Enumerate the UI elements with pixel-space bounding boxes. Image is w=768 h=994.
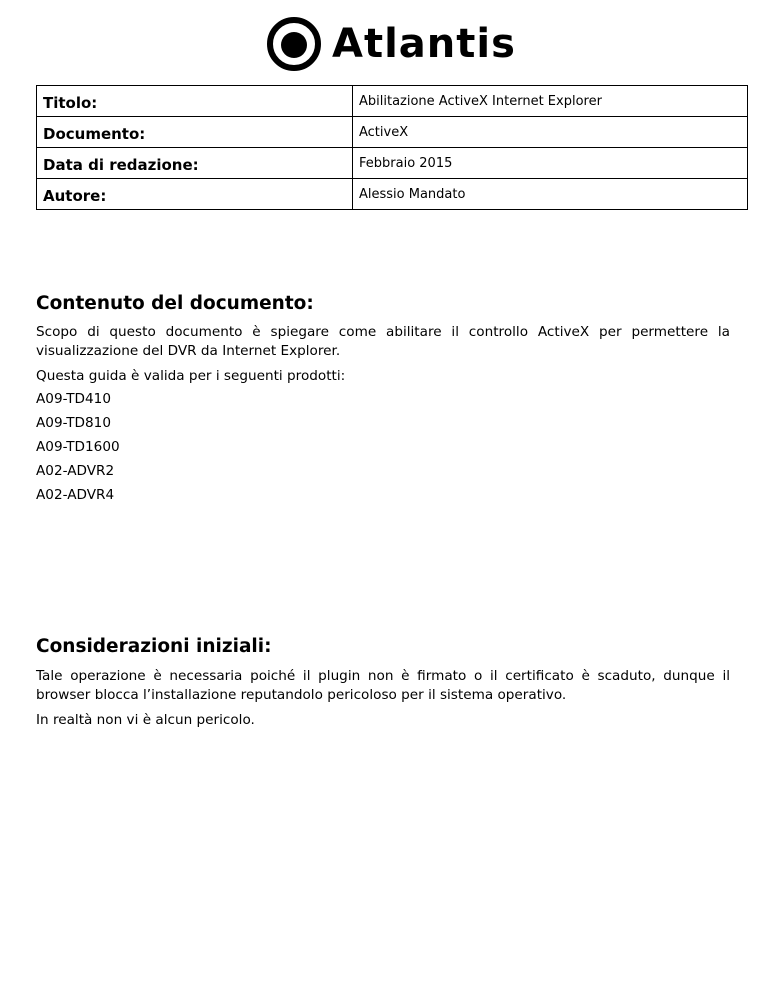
product-item: A09-TD810 <box>36 415 111 431</box>
product-item: A09-TD410 <box>36 391 111 407</box>
title-label: Titolo: <box>37 86 353 117</box>
atlantis-logo <box>264 16 516 72</box>
logo-text: Atlantis <box>332 21 516 67</box>
considerations-paragraph: Tale operazione è necessaria poiché il plugin non è firmato o il certificato è scaduto, dunque il browser blocca l’installazione reputandolo pericoloso per il sistema operativo. <box>36 668 730 703</box>
title-value: Abilitazione ActiveX Internet Explorer <box>353 86 748 117</box>
intro-paragraph: Scopo di questo documento è spiegare come abilitare il controllo ActiveX per permettere la visualizzazione del DVR da Internet Explorer. <box>36 324 730 359</box>
product-item: A09-TD1600 <box>36 439 120 455</box>
section-heading-considerations: Considerazioni iniziali: <box>36 636 272 657</box>
date-value: Febbraio 2015 <box>353 148 748 179</box>
table-row <box>37 148 748 179</box>
table-row <box>37 86 748 117</box>
products-intro: Questa guida è valida per i seguenti prodotti: <box>36 368 346 384</box>
table-row <box>37 179 748 210</box>
no-danger-paragraph: In realtà non vi è alcun pericolo. <box>36 712 255 728</box>
document-value: ActiveX <box>353 117 748 148</box>
document-label: Documento: <box>37 117 353 148</box>
date-label: Data di redazione: <box>37 148 353 179</box>
section-heading-content: Contenuto del documento: <box>36 293 314 314</box>
product-item: A02-ADVR4 <box>36 487 115 503</box>
author-label: Autore: <box>37 179 353 210</box>
product-item: A02-ADVR2 <box>36 463 115 479</box>
document-info-table <box>36 85 748 210</box>
atlantis-logo-icon <box>264 16 326 72</box>
author-value: Alessio Mandato <box>353 179 748 210</box>
table-row <box>37 117 748 148</box>
